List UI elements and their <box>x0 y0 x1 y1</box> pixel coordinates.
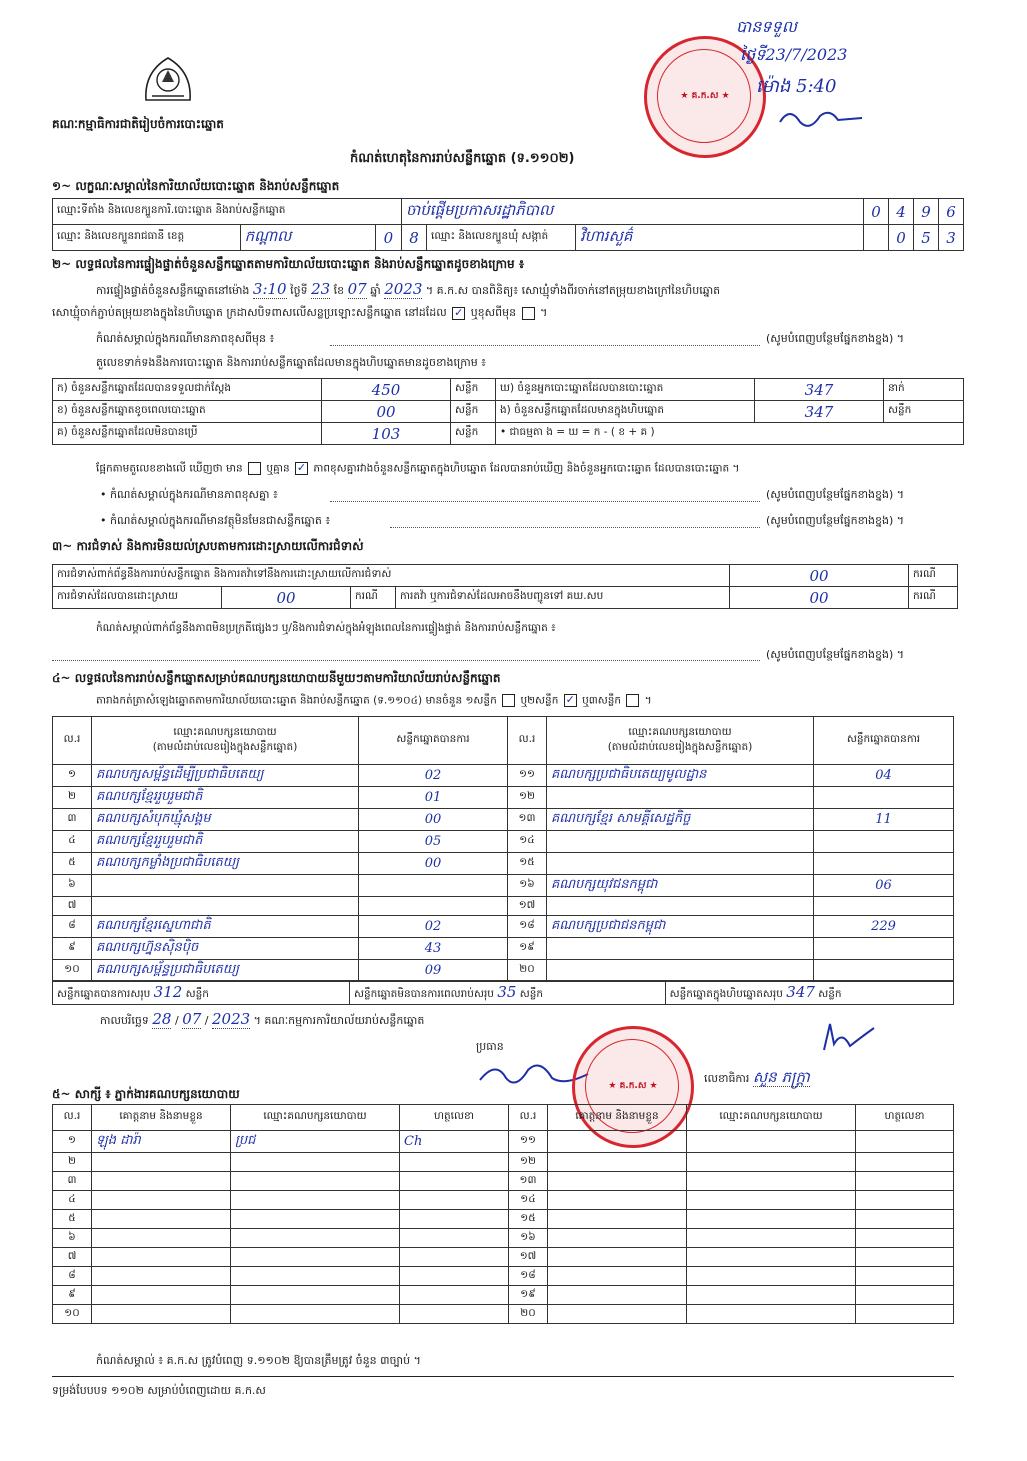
party-no-cell: ១៤ <box>508 831 547 853</box>
party-votes-cell <box>359 897 508 916</box>
witness-name-cell <box>548 1172 687 1191</box>
ballots-in-box: 347 <box>755 401 884 423</box>
witness-party-cell <box>687 1305 856 1324</box>
fill-hint-2: (សូមបំពេញបន្ថែមផ្នែកខាងខ្នង) ។ <box>766 488 905 501</box>
table-row <box>53 1286 954 1305</box>
witness-no-cell: ២០ <box>509 1305 548 1324</box>
table-row <box>53 916 954 938</box>
official-stamp-bottom: ★ គ.ក.ស ★ <box>572 1026 694 1148</box>
forwarded-count: 00 <box>730 587 909 609</box>
note-discrepancy: • កំណត់សម្គាល់ក្នុងករណីមានភាពខុសគ្នា ៖ <box>100 488 278 501</box>
party-no-cell: ១០ <box>53 960 92 982</box>
nec-emblem-icon <box>140 52 196 104</box>
party-no-cell: ៨ <box>53 916 92 938</box>
station-label: ឈ្មោះទីតាំង និងលេខក្បួនការិ.បោះឆ្នោត និងរាប់សន្លឹកឆ្នោត <box>53 199 402 225</box>
party-votes-cell: 229 <box>814 916 954 938</box>
witness-name-cell: ឡុង ដារ៉ា <box>92 1131 231 1153</box>
note-diff-line <box>330 345 760 346</box>
secretary-line: លេខាធិការ សួន ភក្ត្រា <box>704 1068 810 1086</box>
witness-no-cell: ១២ <box>509 1153 548 1172</box>
witness-name-cell <box>92 1286 231 1305</box>
witness-sign-cell <box>856 1305 954 1324</box>
fill-hint-4: (សូមបំពេញបន្ថែមផ្នែកខាងខ្នង) ។ <box>766 648 905 661</box>
table-row <box>53 938 954 960</box>
party-votes-cell: 02 <box>359 765 508 787</box>
witness-no-cell: ១៤ <box>509 1191 548 1210</box>
witness-table: ល.រ គោត្តនាម និងនាមខ្លួន ឈ្មោះគណបក្សនយោបាយ ហត្ថលេខា ល.រ គោត្តនាម និងនាមខ្លួន ឈ្មោះគណបក្សនយោបាយ ហត្ថលេខា ១ ឡុង ដារ៉ា ប្រជ Ch ១១ ២ ១២ ៣ ១៣ ៤ ១៤ ៥ ១៥ ៦ ១៦ ៧ ១៧ ៨ ១៨ ៩ ១៩ ១០ ២០ <box>52 1104 954 1324</box>
secretary-signature <box>820 1020 880 1054</box>
secretary-name: សួន ភក្ត្រា <box>752 1068 810 1086</box>
party-no-cell: ៥ <box>53 853 92 875</box>
party-no-cell: ៦ <box>53 875 92 897</box>
party-no-cell: ៣ <box>53 809 92 831</box>
party-votes-cell: 43 <box>359 938 508 960</box>
witness-no-cell: ១០ <box>53 1305 92 1324</box>
witness-sign-cell <box>856 1191 954 1210</box>
footnote: កំណត់សម្គាល់ ៖ គ.ក.ស ត្រូវបំពេញ ទ.១១០២ ឱ្យបានត្រឹមត្រូវ ចំនួន ៣ច្បាប់ ។ <box>96 1354 421 1367</box>
party-party-cell: គណបក្សសម្ព័ន្ធដើម្បីប្រជាធិបតេយ្យ <box>92 765 359 787</box>
province-label: ឈ្មោះ និងលេខក្បួនរាជធានី ខេត្ត <box>53 225 241 251</box>
party-votes-cell <box>814 831 954 853</box>
party-votes-cell: 06 <box>814 875 954 897</box>
note-foreign: • កំណត់សម្គាល់ក្នុងករណីមានវត្ថុមិនមែនជាសន្លឹកឆ្នោត ៖ <box>100 514 331 527</box>
station-code-4: 6 <box>939 199 964 225</box>
org-name: គណៈកម្មាធិការជាតិរៀបចំការបោះឆ្នោត <box>52 117 224 131</box>
witness-sign-cell <box>400 1153 509 1172</box>
date-year: 2023 <box>211 1010 251 1028</box>
witness-party-cell <box>687 1172 856 1191</box>
witness-no-cell: ៧ <box>53 1248 92 1267</box>
witness-no-cell: ១១ <box>509 1131 548 1153</box>
witness-name-cell <box>92 1248 231 1267</box>
witness-no-cell: ៤ <box>53 1191 92 1210</box>
resolved-count: 00 <box>222 587 351 609</box>
one-sheet-checkbox <box>502 694 515 707</box>
witness-name-cell <box>92 1229 231 1248</box>
party-party-cell: គណបក្សសម្ព័ន្ធប្រជាធិបតេយ្យ <box>92 960 359 982</box>
year-value: 2023 <box>384 280 423 298</box>
witness-sign-cell <box>856 1131 954 1153</box>
witness-sign-cell <box>400 1267 509 1286</box>
witness-party-cell <box>687 1286 856 1305</box>
witness-party-cell: ប្រជ <box>231 1131 400 1153</box>
three-sheet-checkbox <box>626 694 639 707</box>
witness-sign-cell <box>400 1248 509 1267</box>
witness-no-cell: ២ <box>53 1153 92 1172</box>
results-intro: តួលេខទាក់ទងនឹងការបោះឆ្នោត និងការរាប់សន្លឹកឆ្នោតដែលមានក្នុងហិបឆ្នោតមានដូចខាងក្រោម ៖ <box>96 356 487 369</box>
party-party-cell <box>547 960 814 982</box>
table-row <box>53 1153 954 1172</box>
witness-party-cell <box>231 1248 400 1267</box>
witness-sign-cell <box>856 1153 954 1172</box>
witness-name-cell <box>92 1210 231 1229</box>
party-no-cell: ១ <box>53 765 92 787</box>
table-row <box>53 1305 954 1324</box>
table-row <box>53 765 954 787</box>
party-no-cell: ៧ <box>53 897 92 916</box>
party-no-cell: ១១ <box>508 765 547 787</box>
witness-no-cell: ១៦ <box>509 1229 548 1248</box>
party-party-cell: គណបក្សប្រជាជនកម្ពុជា <box>547 916 814 938</box>
total-valid: 312 <box>153 982 183 1001</box>
commune-code-1: 0 <box>889 225 914 251</box>
commune-code-3: 3 <box>939 225 964 251</box>
table-row <box>53 1210 954 1229</box>
witness-sign-cell <box>856 1210 954 1229</box>
time-value: 3:10 <box>252 280 287 298</box>
station-code-1: 0 <box>864 199 889 225</box>
party-party-cell: គណបក្សខ្មែរ សាមគ្គីសេដ្ឋកិច្ច <box>547 809 814 831</box>
witness-name-cell <box>548 1229 687 1248</box>
witness-sign-cell <box>400 1286 509 1305</box>
party-no-cell: ៤ <box>53 831 92 853</box>
witness-party-cell <box>687 1210 856 1229</box>
party-votes-cell: 05 <box>359 831 508 853</box>
witness-party-cell <box>231 1172 400 1191</box>
section3-note: កំណត់សម្គាល់ពាក់ព័ន្ធនឹងភាពមិនប្រក្រតីផ្សេងៗ ឬ/និងការជំទាស់ក្នុងអំឡុងពេលនៃការផ្ទៀងផ្ទាត់ និងការរាប់សន្លឹកឆ្នោត ៖ <box>96 622 556 634</box>
station-code-2: 4 <box>889 199 914 225</box>
section3-heading: ៣~ ការជំទាស់ និងការមិនយល់ស្របតាមការដោះស្រាយលើការជំទាស់ <box>52 539 364 553</box>
table-row <box>53 897 954 916</box>
totals-row: សន្លឹកឆ្នោតបានការសរុប 312 សន្លឹក សន្លឹកឆ្នោតមិនបានការពេលរាប់សរុប 35 សន្លឹក សន្លឹកឆ្នោតក្នុងហិបឆ្នោតសរុប 347 សន្លឹក <box>52 980 954 1005</box>
witness-name-cell <box>92 1267 231 1286</box>
witness-sign-cell <box>856 1172 954 1191</box>
party-votes-cell: 11 <box>814 809 954 831</box>
table-row <box>53 1229 954 1248</box>
witness-party-cell <box>231 1210 400 1229</box>
witness-name-cell <box>548 1131 687 1153</box>
fill-hint-1: (សូមបំពេញបន្ថែមផ្នែកខាងខ្នង) ។ <box>766 332 905 345</box>
has-difference-checkbox <box>248 462 261 475</box>
witness-party-cell <box>231 1286 400 1305</box>
party-no-cell: ១៨ <box>508 916 547 938</box>
party-votes-cell: 09 <box>359 960 508 982</box>
witness-sign-cell <box>400 1305 509 1324</box>
witness-no-cell: ៦ <box>53 1229 92 1248</box>
station-value: ចាប់ផ្តើមប្រកាសរដ្ឋាភិបាល <box>402 199 864 225</box>
date-line: កាលបរិច្ឆេទ 28 / 07 / 2023 ។ គណៈកម្មការការិយាល័យរាប់សន្លឹកឆ្នោត <box>100 1010 425 1028</box>
party-party-cell <box>547 853 814 875</box>
total-invalid: 35 <box>497 982 517 1001</box>
table-row <box>53 1191 954 1210</box>
witness-sign-cell <box>856 1267 954 1286</box>
party-votes-cell <box>814 960 954 982</box>
party-party-cell: គណបក្សកម្លាំងប្រជាធិបតេយ្យ <box>92 853 359 875</box>
party-party-cell: គណបក្សប្រជាធិបតេយ្យមូលដ្ឋាន <box>547 765 814 787</box>
table-row <box>53 960 954 982</box>
witness-sign-cell <box>400 1172 509 1191</box>
form-title: កំណត់ហេតុនៃការរាប់សន្លឹកឆ្នោត (ទ.១១០២) <box>350 151 575 166</box>
receipt-signature <box>776 102 866 132</box>
witness-name-cell <box>548 1248 687 1267</box>
table-row <box>53 1172 954 1191</box>
witness-sign-cell <box>856 1286 954 1305</box>
objections-table: ការជំទាស់ពាក់ព័ន្ធនឹងការរាប់សន្លឹកឆ្នោត និងការតវ៉ាទៅនឹងការដោះស្រាយលើការជំទាស់ 00 ករណី ការជំទាស់ដែលបានដោះស្រាយ 00 ករណី ការតវ៉ា ឬការជំទាស់ដែលអាចនឹងបញ្ជូនទៅ គឃ.សប 00 ករណី <box>52 564 958 609</box>
witness-name-cell <box>92 1305 231 1324</box>
receipt-line-3: ម៉ោង 5:40 <box>756 76 837 97</box>
receipt-line-1: បានទទួល <box>736 17 797 36</box>
witness-no-cell: ១៧ <box>509 1248 548 1267</box>
date-month: 07 <box>182 1010 202 1028</box>
party-votes-cell <box>814 938 954 960</box>
party-no-cell: ១៦ <box>508 875 547 897</box>
party-votes-cell <box>359 875 508 897</box>
table-row <box>53 831 954 853</box>
witness-sign-cell <box>856 1248 954 1267</box>
two-sheet-checkbox: ✓ <box>565 693 575 706</box>
party-party-cell: គណបក្សយុវជនកម្ពុជា <box>547 875 814 897</box>
no-difference-checkbox: ✓ <box>296 461 307 474</box>
witness-sign-cell <box>400 1229 509 1248</box>
witness-no-cell: ១ <box>53 1131 92 1153</box>
witness-name-cell <box>548 1191 687 1210</box>
section1-heading: ១~ លក្ខណៈសម្គាល់នៃការិយាល័យបោះឆ្នោត និងរាប់សន្លឹកឆ្នោត <box>52 179 340 193</box>
province-code-2: 8 <box>402 225 427 251</box>
seal-paragraph: សោឃ្មុំចាក់ភ្ជាប់តម្រុយខាងក្នុងនៃហិបឆ្នោត ក្រដាសបិទពាសលើសន្លប្រឡោះសន្លឹកឆ្នោត នៅដដែល ✓ ឬខុសពីមុន ។ <box>52 305 548 319</box>
table-row <box>53 787 954 809</box>
witness-no-cell: ៨ <box>53 1267 92 1286</box>
witness-name-cell <box>548 1267 687 1286</box>
formula: • ជាធម្មតា ង = ឃ = ក - ( ខ + គ ) <box>496 423 964 445</box>
section5-heading: ៥~ សាក្សី ៖ ភ្នាក់ងារគណបក្សនយោបាយ <box>52 1087 240 1101</box>
witness-party-cell <box>231 1153 400 1172</box>
witness-party-cell <box>687 1248 856 1267</box>
party-party-cell <box>92 897 359 916</box>
party-party-cell: គណបក្សខ្មែររួបរួមជាតិ <box>92 831 359 853</box>
station-code-3: 9 <box>914 199 939 225</box>
party-no-cell: ២០ <box>508 960 547 982</box>
witness-sign-cell <box>400 1191 509 1210</box>
day-value: 23 <box>311 280 331 298</box>
section2-heading: ២~ លទ្ធផលនៃការផ្ទៀងផ្ទាត់ចំនួនសន្លឹកឆ្នោតតាមការិយាល័យបោះឆ្នោត និងរាប់សន្លឹកឆ្នោតដូចខាងក្រោម ៖ <box>52 257 525 271</box>
party-votes-cell: 00 <box>359 809 508 831</box>
party-votes-cell: 01 <box>359 787 508 809</box>
table-row <box>53 1248 954 1267</box>
section4-heading: ៤~ លទ្ធផលនៃការរាប់សន្លឹកឆ្នោតសម្រាប់គណបក្សនយោបាយនីមួយៗតាមការិយាល័យរាប់សន្លឹកឆ្នោត <box>52 671 501 685</box>
witness-party-cell <box>687 1153 856 1172</box>
party-party-cell: គណបក្សខ្មែរស្នេហាជាតិ <box>92 916 359 938</box>
station-info-table <box>52 198 964 251</box>
table-row <box>53 809 954 831</box>
party-votes-cell <box>814 853 954 875</box>
party-party-cell: គណបក្សសំបុកឃ្មុំសង្គម <box>92 809 359 831</box>
verification-paragraph: ការផ្ទៀងផ្ទាត់ចំនួនសន្លឹកឆ្នោតនៅម៉ោង 3:10 ថ្ងៃទី 23 ខែ 07 ឆ្នាំ 2023 ។ គ.ក.ស បានពិនិត្យ៖ សោឃ្មុំទាំងពីរចាក់នៅតម្រុយខាងក្រៅនៃហិបឆ្នោត <box>96 280 721 298</box>
witness-party-cell <box>687 1191 856 1210</box>
witness-no-cell: ៣ <box>53 1172 92 1191</box>
receipt-line-2: ថ្ងៃទី23/7/2023 <box>740 45 848 64</box>
witness-no-cell: ៥ <box>53 1210 92 1229</box>
table-row <box>53 853 954 875</box>
party-party-cell <box>547 787 814 809</box>
total-box: 347 <box>786 982 815 1001</box>
witness-no-cell: ១៨ <box>509 1267 548 1286</box>
party-party-cell: គណបក្សហ្វ៊ុនស៊ិនប៉ិច <box>92 938 359 960</box>
party-votes-cell <box>814 897 954 916</box>
party-no-cell: ១៥ <box>508 853 547 875</box>
note-diff-label: កំណត់សម្គាល់ក្នុងករណីមានភាពខុសពីមុន ៖ <box>96 332 275 345</box>
official-stamp-top: ★ គ.ក.ស ★ <box>644 36 766 158</box>
witness-no-cell: ១៩ <box>509 1286 548 1305</box>
tally-sheet-line: តារាងកត់ត្រាសំឡេងឆ្នោតតាមការិយាល័យបោះឆ្នោត និងរាប់សន្លឹកឆ្នោត (ទ.១១០៤) មានចំនួន ១សន្លឹក ឬ២សន្លឹក ✓ ឬ៣សន្លឹក ។ <box>96 693 652 707</box>
party-no-cell: ១៩ <box>508 938 547 960</box>
party-party-cell: គណបក្សខ្មែររួបរួមជាតិ <box>92 787 359 809</box>
witness-no-cell: ១៥ <box>509 1210 548 1229</box>
witness-name-cell <box>548 1286 687 1305</box>
commune-value: វិហារសួគ៌ <box>576 225 864 251</box>
party-party-cell <box>547 897 814 916</box>
witness-party-cell <box>687 1267 856 1286</box>
received-ballots: 450 <box>322 379 451 401</box>
party-results-table: ល.រ ឈ្មោះគណបក្សនយោបាយ (តាមលំដាប់លេខរៀងក្នុងសន្លឹកឆ្នោត) សន្លឹកឆ្នោតបានការ ល.រ ឈ្មោះគណបក្សនយោបាយ (តាមលំដាប់លេខរៀងក្នុងសន្លឹកឆ្នោត) សន្លឹកឆ្នោតបានការ ១ គណបក្សសម្ព័ន្ធដើម្បីប្រជាធិបតេយ្យ 02 ១១ គណបក្សប្រជាធិបតេយ្យមូលដ្ឋាន 04 ២ គណបក្សខ្មែររួបរួមជាតិ 01 ១២ ៣ គណបក្សសំបុកឃ្មុំសង្គម 00 ១៣ គណបក្សខ្មែរ សាមគ្គីសេដ្ឋកិច្ច 11 ៤ គណបក្សខ្មែររួបរួមជាតិ 05 ១៤ ៥ គណបក្សកម្លាំងប្រជាធិបតេយ្យ 00 ១៥ ៦ ១៦ គណបក្សយុវជនកម្ពុជា 06 ៧ ១៧ ៨ គណបក្សខ្មែរស្នេហាជាតិ 02 ១៨ គណបក្សប្រជាជនកម្ពុជា 229 ៩ គណបក្សហ្វ៊ុនស៊ិនប៉ិច 43 ១៩ ១០ គណបក្សសម្ព័ន្ធប្រជាធិបតេយ្យ 09 ២០ <box>52 716 954 982</box>
witness-name-cell <box>92 1172 231 1191</box>
party-votes-cell: 04 <box>814 765 954 787</box>
witness-name-cell <box>548 1153 687 1172</box>
witness-name-cell <box>548 1305 687 1324</box>
party-party-cell <box>547 938 814 960</box>
commune-code-2: 5 <box>914 225 939 251</box>
party-no-cell: ១២ <box>508 787 547 809</box>
fill-hint-3: (សូមបំពេញបន្ថែមផ្នែកខាងខ្នង) ។ <box>766 514 905 527</box>
witness-sign-cell <box>856 1229 954 1248</box>
spoiled-ballots: 00 <box>322 401 451 423</box>
changed-checkbox <box>522 307 535 320</box>
form-note: ទម្រង់បែបបទ ១១០២ សម្រាប់បំពេញដោយ គ.ក.ស <box>52 1384 266 1397</box>
table-row <box>53 875 954 897</box>
province-value: កណ្ដាល <box>240 225 375 251</box>
witness-sign-cell: Ch <box>400 1131 509 1153</box>
unused-ballots: 103 <box>322 423 451 445</box>
witness-party-cell <box>231 1267 400 1286</box>
witness-name-cell <box>548 1210 687 1229</box>
party-votes-cell <box>814 787 954 809</box>
counts-table: ក) ចំនួនសន្លឹកឆ្នោតដែលបានទទួលជាក់ស្ដែង 450 សន្លឹក ឃ) ចំនួនអ្នកបោះឆ្នោតដែលបានបោះឆ្នោត 347 នាក់ ខ) ចំនួនសន្លឹកឆ្នោតខូចពេលបោះឆ្នោត 00 សន្លឹក ង) ចំនួនសន្លឹកឆ្នោតដែលមានក្នុងហិបឆ្នោត 347 សន្លឹក គ) ចំនួនសន្លឹកឆ្នោតដែលមិនបានប្រើ 103 សន្លឹក • ជាធម្មតា ង = ឃ = ក - ( ខ + គ ) <box>52 378 964 445</box>
witness-party-cell <box>231 1305 400 1324</box>
witness-party-cell <box>231 1229 400 1248</box>
witness-party-cell <box>231 1191 400 1210</box>
table-row <box>53 1267 954 1286</box>
party-votes-cell: 00 <box>359 853 508 875</box>
table-row <box>53 1131 954 1153</box>
witness-sign-cell <box>400 1210 509 1229</box>
party-no-cell: ១៣ <box>508 809 547 831</box>
party-no-cell: ២ <box>53 787 92 809</box>
witness-party-cell <box>687 1229 856 1248</box>
date-day: 28 <box>152 1010 172 1028</box>
witness-party-cell <box>687 1131 856 1153</box>
party-no-cell: ១៧ <box>508 897 547 916</box>
commune-label: ឈ្មោះ និងលេខក្បួនឃុំ សង្កាត់ <box>427 225 576 251</box>
compare-paragraph: ផ្អែកតាមតួលេខខាងលើ ឃើញថា មាន ឬគ្មាន ✓ ភាពខុសគ្នារវាងចំនួនសន្លឹកឆ្នោតក្នុងហិបឆ្នោត ដែលបានរាប់ឃើញ និងចំនួនអ្នកបោះឆ្នោត ដែលបានបោះឆ្នោត ។ <box>96 461 740 475</box>
party-votes-cell: 02 <box>359 916 508 938</box>
month-value: 07 <box>347 280 367 298</box>
voters-count: 347 <box>755 379 884 401</box>
president-label: ប្រធាន <box>476 1040 504 1053</box>
witness-name-cell <box>92 1191 231 1210</box>
witness-no-cell: ៩ <box>53 1286 92 1305</box>
province-code-1: 0 <box>375 225 401 251</box>
intact-checkbox: ✓ <box>454 305 464 319</box>
objections-count: 00 <box>730 565 909 587</box>
party-party-cell <box>547 831 814 853</box>
party-party-cell <box>92 875 359 897</box>
witness-name-cell <box>92 1153 231 1172</box>
witness-no-cell: ១៣ <box>509 1172 548 1191</box>
party-no-cell: ៩ <box>53 938 92 960</box>
